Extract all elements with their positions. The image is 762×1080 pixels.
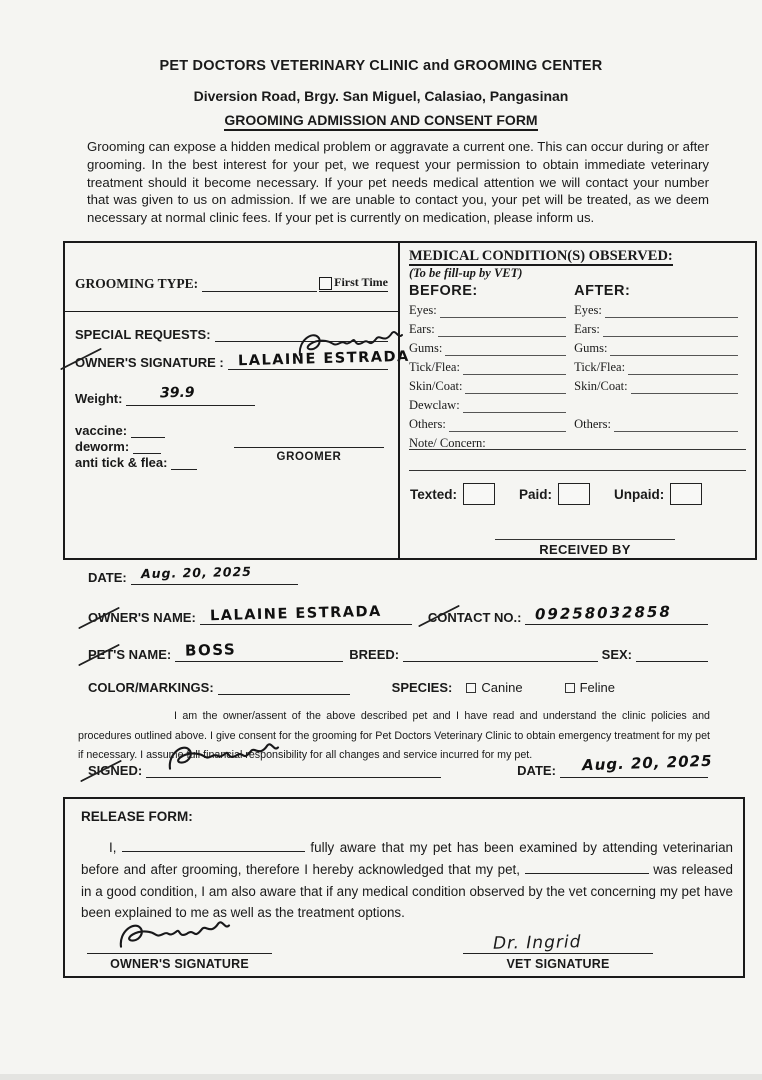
- form-title: [0, 112, 762, 128]
- vet-signature-block: [463, 917, 653, 971]
- deworm-label: deworm:: [75, 439, 130, 454]
- release-text-part3: was released in a good condition, I am also aware that if any medical condition observed by the vet concerning my pet have been explained to me as well as the treatment options.: [81, 861, 733, 921]
- vet-signature-caption: VET SIGNATURE: [506, 957, 610, 971]
- species-options: [466, 680, 653, 695]
- consent-date-handwriting: Aug. 20, 2025: [581, 751, 713, 775]
- release-text-part1: I,: [109, 840, 117, 855]
- anti-tick-flea-label: anti tick & flea:: [75, 455, 168, 470]
- after-dewclaw-row: [574, 394, 746, 413]
- contact-no-handwriting: 09258032858: [535, 602, 673, 624]
- after-ears-label: Ears:: [574, 322, 600, 336]
- color-markings-field: [218, 690, 350, 695]
- payment-status-row: [410, 483, 702, 505]
- signed-date-row: [88, 751, 713, 778]
- contact-no-field: [525, 602, 708, 625]
- before-others-label: Others:: [409, 417, 446, 431]
- canine-label: Canine: [481, 680, 523, 695]
- unpaid-checkbox: [670, 483, 702, 505]
- pet-name-field: [175, 640, 343, 662]
- medical-conditions-box: [398, 241, 757, 560]
- release-form-box: [63, 797, 745, 978]
- before-after-header: [409, 283, 746, 299]
- pet-name-label: PET'S NAME:: [88, 647, 172, 662]
- owner-name-label: OWNER'S NAME:: [88, 610, 196, 625]
- special-requests-field: [215, 337, 388, 342]
- medical-rows: [409, 299, 746, 432]
- unpaid-label: Unpaid:: [614, 486, 665, 502]
- sex-field: [636, 657, 708, 662]
- sex-label: SEX:: [601, 647, 632, 662]
- grooming-box: [63, 241, 410, 560]
- medical-title-text: MEDICAL CONDITION(S) OBSERVED:: [409, 248, 673, 264]
- owner-signature-art: [87, 917, 272, 953]
- vet-signature-handwriting: Dr. Ingrid: [492, 932, 582, 954]
- weight-label: Weight:: [75, 391, 123, 406]
- medical-subtitle: (To be fill-up by VET): [409, 266, 523, 280]
- release-pet-blank: [525, 862, 649, 874]
- owner-signature-line: [87, 953, 272, 954]
- texted-label: Texted:: [410, 486, 458, 502]
- vaccine-label: vaccine:: [75, 423, 128, 438]
- grooming-type-field: [202, 287, 317, 292]
- vet-signature-line: [463, 953, 653, 954]
- owner-name-handwriting: LALAINE ESTRADA: [209, 603, 382, 625]
- vaccine-field: [131, 433, 165, 438]
- before-skincoat-row: [409, 375, 574, 394]
- before-skincoat-label: Skin/Coat:: [409, 379, 463, 393]
- release-text-part2: fully aware that my pet has been examined by attending veterinarian before and after grooming, therefore I hereby acknowledged that my pet,: [81, 840, 733, 877]
- release-form-title: RELEASE FORM:: [81, 809, 193, 824]
- first-time-group: [319, 275, 388, 292]
- grooming-type-label: GROOMING TYPE:: [75, 276, 199, 291]
- before-dewclaw-row: [409, 394, 574, 413]
- anti-tick-flea-field: [171, 465, 197, 470]
- owner-signature-handwriting: LALAINE ESTRADA: [237, 348, 410, 370]
- weight-handwriting: 39.9: [160, 384, 196, 402]
- color-markings-label: COLOR/MARKINGS:: [88, 680, 214, 695]
- signed-label: SIGNED:: [88, 763, 143, 778]
- pet-name-handwriting: BOSS: [185, 640, 237, 660]
- groomer-signature-line: [234, 439, 384, 448]
- before-tickflea-row: [409, 356, 574, 375]
- release-form-paragraph: [81, 837, 733, 924]
- groomer-label: GROOMER: [276, 451, 342, 463]
- before-gums-label: Gums:: [409, 341, 443, 355]
- box-divider: [65, 311, 398, 312]
- date-field: [131, 563, 298, 585]
- before-ears-label: Ears:: [409, 322, 435, 336]
- owner-name-field: [200, 603, 412, 625]
- medical-title: [409, 248, 746, 265]
- signature-scribble: [115, 917, 235, 953]
- before-dewclaw-label: Dewclaw:: [409, 398, 460, 412]
- deworm-field: [133, 449, 161, 454]
- species-label: SPECIES:: [391, 680, 453, 695]
- species-canine-option: [466, 680, 522, 695]
- after-skincoat-label: Skin/Coat:: [574, 379, 628, 393]
- anti-tick-flea-row: [75, 455, 225, 470]
- received-by-label: RECEIVED BY: [539, 542, 631, 557]
- after-eyes-row: [574, 299, 746, 318]
- deworm-row: [75, 439, 195, 454]
- consent-date-label: DATE:: [517, 763, 556, 778]
- after-ears-row: [574, 318, 746, 337]
- received-by-line: [495, 533, 675, 540]
- after-gums-row: [574, 337, 746, 356]
- clinic-address: Diversion Road, Brgy. San Miguel, Calasiao, Pangasinan: [193, 88, 569, 104]
- form-title-text: GROOMING ADMISSION AND CONSENT FORM: [224, 112, 537, 131]
- consent-date-field: [560, 751, 713, 778]
- owner-signature-field: [228, 348, 410, 370]
- before-eyes-row: [409, 299, 574, 318]
- feline-checkbox: [565, 683, 575, 693]
- special-requests-label: SPECIAL REQUESTS:: [75, 327, 211, 342]
- intro-paragraph: Grooming can expose a hidden medical problem or aggravate a current one. This can occur during or after grooming. In the best interest for your pet, we request your permission to obtain immediate veterinary treatment should it become necessary. If your pet needs medical attention we will contact your number that was given to us on admission. If we are unable to contact you, your pet will be treated, as we deem necessary at normal clinic fees. If your pet is currently on medication, please inform us.: [87, 139, 709, 226]
- date-handwriting: Aug. 20, 2025: [140, 563, 252, 582]
- grooming-type-row: [75, 275, 388, 292]
- paid-checkbox: [558, 483, 590, 505]
- before-label: BEFORE:: [409, 283, 478, 299]
- after-others-field: [614, 428, 738, 432]
- first-time-label: First Time: [334, 275, 388, 289]
- after-eyes-label: Eyes:: [574, 303, 602, 317]
- row-spacer: [445, 774, 517, 778]
- received-by-block: [495, 533, 675, 557]
- date-row: [88, 563, 298, 585]
- note-line-1: [409, 449, 746, 450]
- owner-signature-caption: OWNER'S SIGNATURE: [110, 957, 249, 971]
- weight-row: [75, 384, 255, 406]
- clinic-name: PET DOCTORS VETERINARY CLINIC and GROOMING CENTER: [159, 58, 603, 74]
- color-species-row: [88, 680, 708, 695]
- owner-signature-label: OWNER'S SIGNATURE :: [75, 355, 224, 370]
- owner-signature-row: [75, 348, 410, 370]
- species-feline-option: [565, 680, 615, 695]
- medical-box-content: [409, 248, 746, 451]
- paid-label: Paid:: [519, 486, 553, 502]
- texted-checkbox: [463, 483, 495, 505]
- before-tickflea-label: Tick/Flea:: [409, 360, 460, 374]
- weight-field: [126, 384, 255, 406]
- after-tickflea-row: [574, 356, 746, 375]
- after-others-row: [574, 413, 746, 432]
- note-line-2: [409, 470, 746, 471]
- special-requests-row: [75, 327, 388, 342]
- first-time-checkbox: [319, 277, 332, 290]
- date-label: DATE:: [88, 570, 127, 585]
- note-concern-label: Note/ Concern:: [409, 436, 486, 450]
- before-ears-row: [409, 318, 574, 337]
- after-skincoat-row: [574, 375, 746, 394]
- after-others-label: Others:: [574, 417, 611, 431]
- owner-contact-row: [88, 602, 708, 625]
- canine-checkbox: [466, 683, 476, 693]
- before-others-row: [409, 413, 574, 432]
- signed-field: [146, 773, 441, 778]
- owner-signature-block: [87, 917, 272, 971]
- pet-breed-sex-row: [88, 640, 708, 662]
- groomer-signature-block: [234, 439, 384, 463]
- consent-paragraph: I am the owner/assent of the above described pet and I have read and understand the clinic policies and procedures outlined above. I give consent for the grooming for Pet Doctors Veterinary Clinic to obtain emergency treatment for my pet if necessary. I assume full financial responsibility for all changes and service incurred for my pet.: [78, 710, 710, 761]
- before-eyes-label: Eyes:: [409, 303, 437, 317]
- vaccine-row: [75, 423, 165, 438]
- before-gums-row: [409, 337, 574, 356]
- breed-field: [403, 657, 598, 662]
- after-tickflea-label: Tick/Flea:: [574, 360, 626, 374]
- feline-label: Feline: [579, 680, 615, 695]
- before-others-field: [449, 428, 566, 432]
- after-label: AFTER:: [574, 283, 631, 299]
- scan-edge-shadow: [0, 1074, 762, 1080]
- contact-no-label: CONTACT NO.:: [427, 610, 522, 625]
- release-name-blank: [122, 840, 305, 852]
- after-gums-label: Gums:: [574, 341, 608, 355]
- vet-signature-art: [463, 917, 653, 953]
- breed-label: BREED:: [349, 647, 400, 662]
